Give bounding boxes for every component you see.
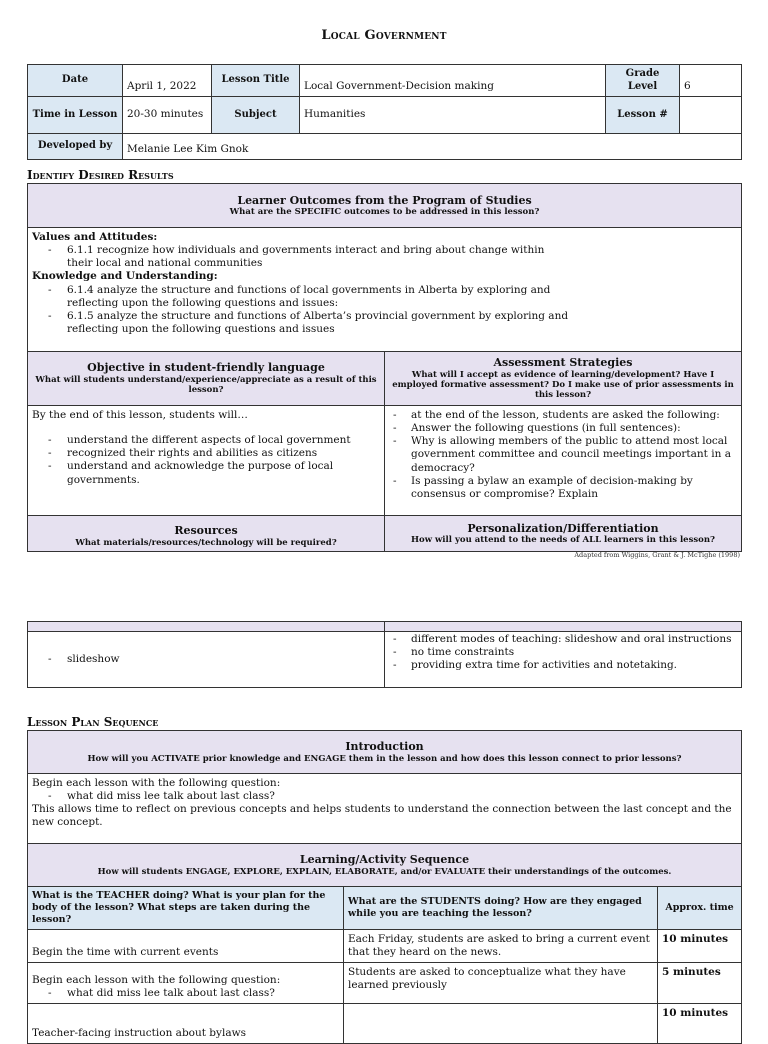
- list-item: - Why is allowing members of the public to attend most local government committee and council meetings important in a democracy?: [389, 435, 737, 474]
- lesson-number-label: Lesson #: [606, 97, 680, 134]
- row-line: Begin each lesson with the following question:: [32, 973, 281, 986]
- values-heading: Values and Attitudes:: [32, 231, 158, 243]
- resources-subtitle: What materials/resources/technology will be required?: [75, 537, 337, 548]
- list-item: - slideshow: [32, 653, 380, 666]
- intro-line: This allows time to reflect on previous concepts and helps students to understand the connection between the last concept and the new concept.: [32, 803, 732, 829]
- list-item: - at the end of the lesson, students are asked the following:: [389, 409, 737, 422]
- introduction-header: [28, 731, 742, 774]
- time-value: 20-30 minutes: [123, 97, 212, 134]
- list-item: - 6.1.4 analyze the structure and functions of local governments in Alberta by exploring and reflecting upon the following questions and issues:: [32, 284, 572, 310]
- list-item: - 6.1.5 analyze the structure and functions of Alberta’s provincial government by exploring and reflecting upon the following questions and issues: [32, 310, 572, 336]
- date-value: April 1, 2022: [123, 65, 212, 97]
- list-item: - understand the different aspects of local government: [32, 434, 380, 447]
- outcomes-body: [28, 228, 742, 352]
- list-item: - what did miss lee talk about last class?: [32, 987, 339, 1000]
- objective-subtitle: What will students understand/experience/appreciate as a result of this lesson?: [35, 375, 377, 396]
- intro-line: Begin each lesson with the following question:: [32, 777, 281, 789]
- activity-title: Learning/Activity Sequence: [299, 853, 470, 867]
- grade-value: 6: [680, 65, 742, 97]
- lesson-number-value: [680, 97, 742, 134]
- section-heading-desired: Identify Desired Results: [27, 168, 174, 182]
- date-label: Date: [28, 65, 123, 97]
- resources-body: [28, 632, 385, 688]
- list-item: - what did miss lee talk about last class?: [32, 790, 737, 803]
- table-row: 10 minutes: [658, 929, 742, 962]
- assessment-body: [385, 406, 742, 516]
- personalization-subtitle: How will you attend to the needs of ALL learners in this lesson?: [411, 535, 715, 546]
- time-column-header: Approx. time: [658, 887, 742, 930]
- table-row: 10 minutes: [658, 1003, 742, 1043]
- students-column-header: What are the STUDENTS doing? How are they engaged while you are teaching the lesson?: [344, 887, 658, 930]
- objective-title: Objective in student-friendly language: [87, 361, 325, 375]
- lesson-info-table: [27, 64, 742, 160]
- list-item: - no time constraints: [389, 646, 737, 659]
- list-item: - providing extra time for activities and notetaking.: [389, 659, 737, 672]
- credit-note: Adapted from Wiggins, Grant & J. McTighe (1998): [574, 551, 740, 559]
- outcomes-title: Learner Outcomes from the Program of Studies: [237, 193, 532, 207]
- outcomes-subtitle: What are the SPECIFIC outcomes to be addressed in this lesson?: [229, 207, 540, 218]
- list-item: - Answer the following questions (in full sentences):: [389, 422, 737, 435]
- resources-header-strip: [28, 622, 385, 632]
- introduction-subtitle: How will you ACTIVATE prior knowledge and ENGAGE them in the lesson and how does this lesson connect to prior lessons?: [87, 753, 682, 764]
- personalization-header-strip: [385, 622, 742, 632]
- lesson-sequence-table: [27, 730, 742, 1044]
- knowledge-heading: Knowledge and Understanding:: [32, 270, 218, 283]
- list-item: - different modes of teaching: slideshow and oral instructions: [389, 633, 737, 646]
- assessment-subtitle: What will I accept as evidence of learning/development? Have I employed formative assessment? Do I make use of prior assessments in this lesson?: [392, 370, 734, 401]
- personalization-header: [385, 516, 742, 552]
- desired-results-table: [27, 183, 742, 552]
- table-row: Teacher-facing instruction about bylaws: [28, 1003, 344, 1043]
- table-row: Begin the time with current events: [28, 929, 344, 962]
- objective-body: [28, 406, 385, 516]
- developed-by-value: Melanie Lee Kim Gnok: [123, 134, 742, 160]
- table-row: Each Friday, students are asked to bring a current event that they heard on the news.: [344, 929, 658, 962]
- introduction-title: Introduction: [345, 740, 424, 754]
- table-row: [344, 1003, 658, 1043]
- outcomes-header: [28, 184, 742, 228]
- table-row: [28, 962, 344, 1003]
- resources-table: [27, 621, 742, 688]
- resources-title: Resources: [174, 524, 238, 538]
- personalization-body: [385, 632, 742, 688]
- activity-subtitle: How will students ENGAGE, EXPLORE, EXPLAIN, ELABORATE, and/or EVALUATE their understandings of the outcomes.: [97, 866, 672, 877]
- table-row: Students are asked to conceptualize what they have learned previously: [344, 962, 658, 1003]
- introduction-body: [28, 774, 742, 844]
- teacher-column-header: What is the TEACHER doing? What is your plan for the body of the lesson? What steps are taken during the lesson?: [28, 887, 344, 930]
- lesson-title-value: Local Government-Decision making: [300, 65, 606, 97]
- section-heading-sequence: Lesson Plan Sequence: [27, 715, 159, 729]
- lesson-title-label: Lesson Title: [212, 65, 300, 97]
- time-label: Time in Lesson: [28, 97, 123, 134]
- list-item: - 6.1.1 recognize how individuals and governments interact and bring about change within their local and national communities: [32, 244, 572, 270]
- list-item: - understand and acknowledge the purpose of local governments.: [32, 460, 380, 486]
- objective-intro: By the end of this lesson, students will…: [32, 409, 248, 421]
- subject-value: Humanities: [300, 97, 606, 134]
- resources-header: [28, 516, 385, 552]
- subject-label: Subject: [212, 97, 300, 134]
- table-row: 5 minutes: [658, 962, 742, 1003]
- document-title: Local Government: [321, 28, 447, 43]
- developed-by-label: Developed by: [28, 134, 123, 160]
- list-item: - Is passing a bylaw an example of decision-making by consensus or compromise? Explain: [389, 475, 737, 501]
- personalization-title: Personalization/Differentiation: [467, 521, 659, 535]
- activity-header: [28, 844, 742, 887]
- grade-label: Grade Level: [606, 65, 680, 97]
- assessment-title: Assessment Strategies: [493, 356, 633, 370]
- objective-header: [28, 352, 385, 406]
- list-item: - recognized their rights and abilities as citizens: [32, 447, 380, 460]
- assessment-header: [385, 352, 742, 406]
